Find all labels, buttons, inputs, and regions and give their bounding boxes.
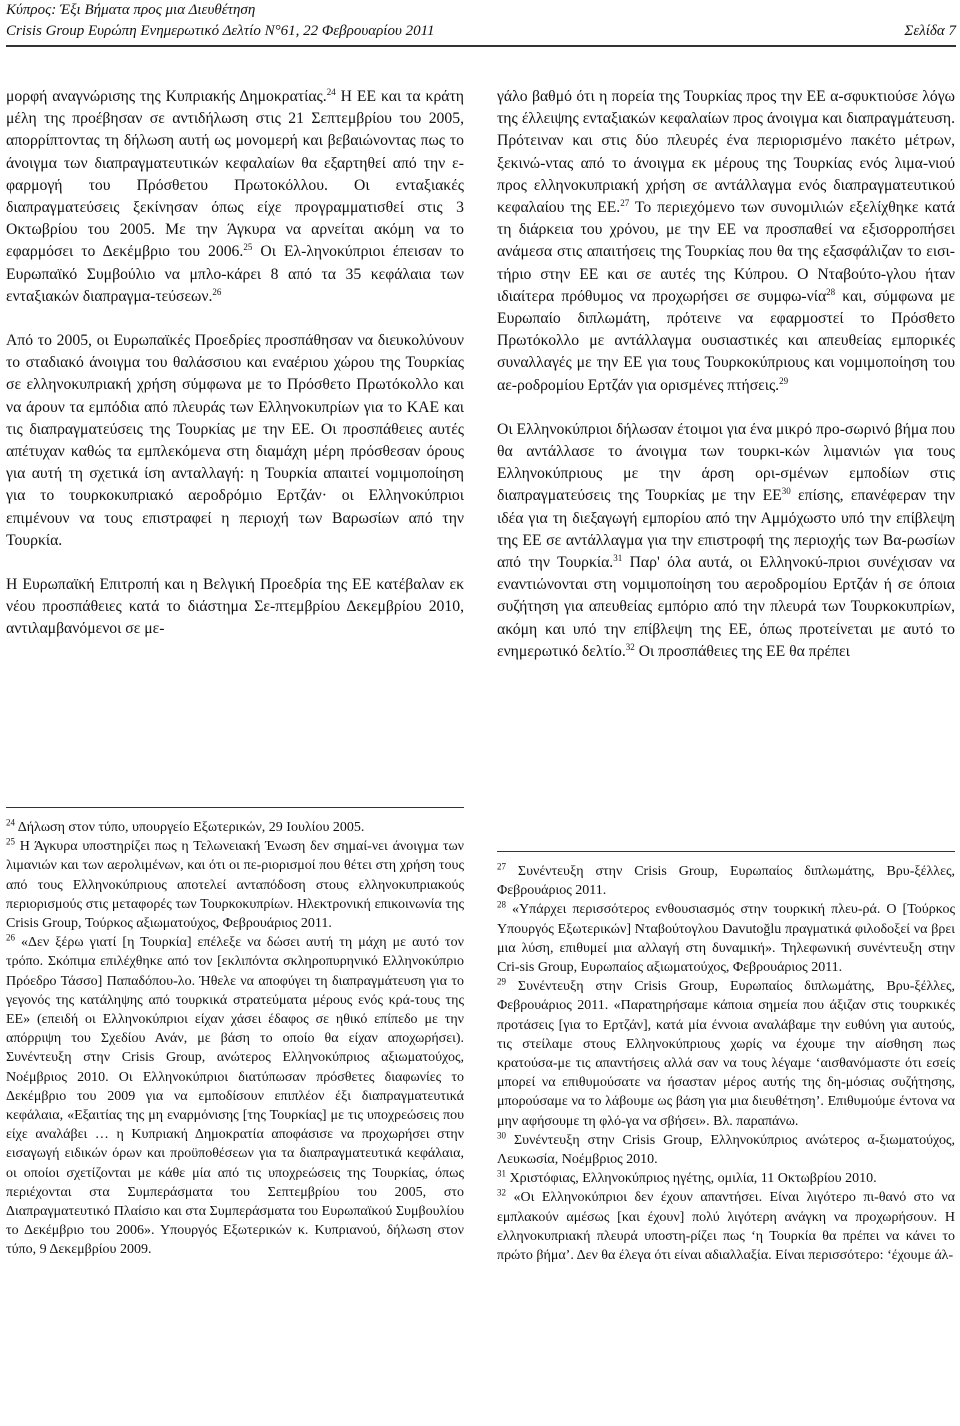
footnote-ref[interactable]: 31 — [613, 552, 623, 563]
footnote-ref[interactable]: 26 — [212, 286, 222, 297]
footnote: $^{24}$ Δήλωση στον τύπο, υπουργείο Εξωτερικών, 29 Ιουλίου 2005. — [6, 817, 365, 835]
footnote-ref[interactable]: 32 — [625, 641, 635, 652]
paragraph: Από το 2005, οι Ευρωπαϊκές Προεδρίες προσπάθησαν να διευκολύνουν το σταδιακό άνοιγμα του θαλάσσιου και εναέριου χώρου της Τουρκίας σε ελληνοκυπριακή χρήση σύμφωνα με το Πρόσθετο Πρωτόκολλο και να άρουν τα εμπόδια από πλευράς των Ελληνοκυπρίων για το ΚΑΕ και τις διαπραγματεύσεις της Τουρκίας με την ΕΕ. Οι προσπάθειες αυτές απέτυχαν καθώς τα εμπλεκόμενα στη διαμάχη μέρη πρόσθεσαν όρους για αυτή τη σχετικά ίση ανταλλαγή: η Τουρκία απαιτεί νομιμοποίηση για το τουρκοκυπριακό αεροδρόμιο Ερτζάν· οι Ελληνοκύπριοι επιμένουν να τους επιστραφεί η περιοχή των Βαρωσίων από την Τουρκία. — [6, 332, 464, 549]
document-title: Κύπρος: Έξι Βήματα προς μια Διευθέτηση — [6, 2, 256, 18]
footnote: $^{25}$ Η Άγκυρα υποστηρίζει πως η Τελωνειακή Ένωση δεν σημαί-νει άνοιγμα των λιμανιών και των αερολιμένων, και ότι οι πε-ριορισμοί που θέτει στη χρήση τους από τους Ελληνοκύπριους αποτελεί ανταπόδοση στους ελληνοκυπριακούς περιορισμούς στις μεταφορές των Τουρκοκυπρίων. Ηλεκτρονική επικοινωνία της Crisis Group, Τούρκος αξιωματούχος, Φεβρουάριος 2011. — [6, 836, 464, 932]
footnote: $^{29}$ Συνέντευξη στην Crisis Group, Ευρωπαίος διπλωμάτης, Βρυ-ξέλλες, Φεβρουάριος 2011. «Παρατηρήσαμε κάποια σημεία που άξιζαν στις τουρκικές προτάσεις [για το Ερτζάν], κατά μία έννοια αναλάβαμε την ευθύνη για αυτούς, τις στείλαμε στους Ελληνοκύπριους χωρίς να έχουμε την αίσθηση πως κρατούσα-με τις απαντήσεις αλλά σαν να τους λέγαμε ‘αισθανόμαστε ότι εσείς μπορεί να επιθυμούσατε να ήσασταν μέρος αυτής της δη-μόσιας συζήτησης, μπορούσαμε να το λάβουμε ως βάση για μια διευθέτηση’. Επιθυμούμε έντονα να μην αφήσουμε τη φλό-γα να σβήσει». Βλ. παραπάνω. — [497, 976, 955, 1129]
footnote: $^{26}$ «Δεν ξέρω γιατί [η Τουρκία] επέλεξε να δώσει αυτή τη μάχη με αυτό τον τρόπο. Σκόπιμα επιλέχθηκε από τον [εκλιπόντα σκληροπυρηνικό Ελληνοκύπριο Πρόεδρο Τάσσο] Παπαδόπου-λο. Ήθελε να αποφύγει τη διαπραγμάτευση για το γεγονός της κατάληψης από τουρκικά στρατεύματα μέρους ενός κρά-τους της ΕΕ» (επειδή οι Ελληνοκύπριοι είχαν χάσει έδαφος σε ηθικό επίπεδο με την απόρριψη του Σχεδίου Ανάν, με βάση το οποίο θα είχαν αποχωρήσει). Συνέντευξη στην Crisis Group, ανώτερος Ελληνοκύπριος αξιωματούχος, Νοέμβριος 2010. Οι Ελληνοκύπριοι διατύπωσαν πρόσθετες διαφωνίες το Δεκέμβριο του 2009 για να εμποδίσουν επιπλέον έξι διαπραγματευτικά κεφάλαια, «Εξαιτίας της μη εναρμόνισης [της Τουρκίας] με τις υποχρεώσεις που είχε αναλάβει … η Κυπριακή Δημοκρατία αποφάσισε να προχωρήσει στην εισαγωγή ειδικών όρων και προϋποθέσεων για τα διαπραγματευτικά κεφάλαια, οι οποίοι σχετίζονται με κάθε μία από τις υποχρεώσεις της Τουρκίας, όπως περιέχονται στα Συμπεράσματα του Σεπτεμβρίου του 2005, στο Διαπραγματευτικό Πλαίσιο και στα Συμπεράσματα του Ευρωπαϊκού Συμβουλίου το Δεκέμβριο του 2006». Υπουργός Εξωτερικών κ. Κυπριανού, δήλωση στον τύπο, 9 Δεκεμβρίου 2009. — [6, 932, 464, 1258]
page-number: Σελίδα 7 — [904, 23, 956, 39]
footnote: $^{30}$ Συνέντευξη στην Crisis Group, Ελληνοκύπριος ανώτερος α-ξιωματούχος, Λευκωσία, Νοέμβριος 2010. — [497, 1130, 955, 1168]
paragraph: Η Ευρωπαϊκή Επιτροπή και η Βελγική Προεδρία της ΕΕ κατέβαλαν εκ νέου προσπάθειες κατά το διάστημα Σε-πτεμβρίου Δεκεμβρίου 2010, αντιλαμβανόμενοι σε με- — [6, 576, 464, 638]
footnote: $^{32}$ «Οι Ελληνοκύπριοι δεν έχουν απαντήσει. Είναι λιγότερο πι-θανό στο να εμπλακούν αμέσως [και έχουν] πολύ λιγότερη ανάγκη να προχωρήσουν. Η ελληνοκυπριακή πλευρά υποστη-ρίζει πως ‘η Τουρκία θα πρέπει να κάνει το πρώτο βήμα’. Δεν θα έλεγα ότι είναι αδιαλλαξία. Είναι περισσότερο: ‘έχουμε άλ- — [497, 1187, 955, 1264]
left-column — [6, 86, 464, 663]
footnotes-right — [497, 851, 955, 1265]
footnote-ref[interactable]: 28 — [826, 286, 836, 297]
right-column — [497, 86, 955, 685]
footnote-ref[interactable]: 27 — [620, 197, 630, 208]
footnote-separator — [6, 807, 464, 808]
footnote: $^{27}$ Συνέντευξη στην Crisis Group, Ευρωπαίος διπλωμάτης, Βρυ-ξέλλες, Φεβρουάριος 2011. — [497, 861, 955, 899]
footnotes-left — [6, 807, 464, 1260]
paragraph: μορφή αναγνώρισης της Κυπριακής Δημοκρατίας.$^{24}$ Η ΕΕ και τα κράτη μέλη της προέβησαν σε αντιδήλωση στις 21 Σεπτεμβρίου του 2005, απορρίπτοντας τη δήλωση αυτή ως μονομερή και βεβαιώνοντας πως το άνοιγμα των διαπραγματευτικών κεφαλαίων θα εξαρτηθεί από την ε-φαρμογή του Πρόσθετου Πρωτοκόλλου. Οι ενταξιακές διαπραγματεύσεις ξεκίνησαν όπως είχε προγραμματισθεί στις 3 Οκτωβρίου του 2005. Με την Άγκυρα να αρνείται ακόμη να το εφαρμόσει το Δεκέμβριο του 2006.25 Οι Ελ-ληνοκύπριοι έπεισαν το Ευρωπαϊκό Συμβούλιο να μπλο-κάρει 8 από τα 35 κεφάλαια των ενταξιακών διαπραγμα-τεύσεων.$^{26}$ — [6, 86, 465, 305]
footnote: $^{28}$ «Υπάρχει περισσότερος ενθουσιασμός στην τουρκική πλευ-ρά. Ο [Τούρκος Υπουργός Εξωτερικών] Νταβούτογλου Davutoğlu πραγματικά φιλοδοξεί να βρει μια λύση, επιθυμεί μια αλλαγή στη δυναμική». Τηλεφωνική συνέντευξη στην Cri-sis Group, Ευρωπαίος αξιωματούχος, Φεβρουάριος 2011. — [497, 899, 955, 976]
footnote: $^{31}$ Χριστόφιας, Ελληνοκύπριος ηγέτης, ομιλία, 11 Οκτωβρίου 2010. — [497, 1168, 877, 1187]
header-rule — [6, 45, 956, 47]
footnote-ref[interactable]: 25 — [243, 242, 253, 253]
paragraph: Οι Ελληνοκύπριοι δήλωσαν έτοιμοι για ένα μικρό προ-σωρινό βήμα που θα αντάλλασε το άνοιγμα των τουρκι-κών λιμανιών για τους Ελληνοκύπριους με την άρση ορι-σμένων εμποδίων στις διαπραγματεύσεις της Τουρκίας με την ΕΕ$^{30}$ επίσης, επανέφεραν την ιδέα για τη διεξαγωγή εμπορίου από την Αμμόχωστο υπό την επίβλεψη της ΕΕ σε αντάλλαγμα για την επιστροφή της περιοχής των Βα-ρωσίων από την Τουρκία.$^{31}$ Παρ' όλα αυτά, οι Ελληνοκύ-πριοι συνέχισαν να εναντιώνονται στη νομιμοποίηση του αεροδρομίου Ερτζάν ή σε όποια συζήτηση για απευθείας εμπόριο από την πλευρά των Τουρκοκυπρίων, ακόμη και υπό την επίβλεψη της ΕΕ, όπως προτείνεται με αυτό το ενημερωτικό δελτίο.$^{32}$ Οι προσπάθειες της ΕΕ θα πρέπει — [497, 420, 956, 660]
publication-line: Crisis Group Ευρώπη Ενημερωτικό Δελτίο N°61, 22 Φεβρουαρίου 2011 — [6, 23, 435, 39]
footnote-separator — [497, 851, 955, 852]
page-header — [6, 0, 956, 42]
footnote-ref[interactable]: 24 — [326, 86, 336, 97]
footnote-ref[interactable]: 29 — [779, 375, 789, 386]
footnote-ref[interactable]: 30 — [781, 486, 791, 497]
paragraph: γάλο βαθμό ότι η πορεία της Τουρκίας προς την ΕΕ α-σφυκτιούσε λόγω της έλλειψης ενταξιακών κεφαλαίων προς άνοιγμα και διαπραγμάτευση. Πρότειναν και στις δύο πλευρές ένα περιορισμένο πακέτο μέτρων, ξεκινώ-ντας από το άνοιγμα εκ μέρους της Τουρκίας ενός λιμα-νιού προς ελληνοκυπριακή χρήση σε αντάλλαγμα ενός διαπραγματευτικού κεφαλαίου της ΕΕ.$^{27}$ Το περιεχόμενο των συνομιλιών εξελίχθηκε κατά τη διάρκεια του χρόνου, με την ΕΕ να προσπαθεί να εξισορροπήσει ανάμεσα στις απαιτήσεις της Τουρκίας που θα της εξασφάλιζαν το εισι-τήριο στην ΕΕ και σε αυτές της Κύπρου. Ο Νταβούτο-γλου ήταν ιδιαίτερα πρόθυμος να προχωρήσει σε συμφω-νία$^{28}$ και, σύμφωνα με Ευρωπαίο διπλωμάτη, πρότεινε να εφαρμοστεί το Πρόσθετο Πρωτόκολλο με αντάλλαγμα ουσιαστικές και απευθείας εμπορικές συναλλαγές με την ΕΕ για τους Τουρκοκύπριους και νομιμοποίηση του αε-ροδρομίου Ερτζάν για ορισμένες πτήσεις.$^{29}$ — [497, 88, 956, 394]
